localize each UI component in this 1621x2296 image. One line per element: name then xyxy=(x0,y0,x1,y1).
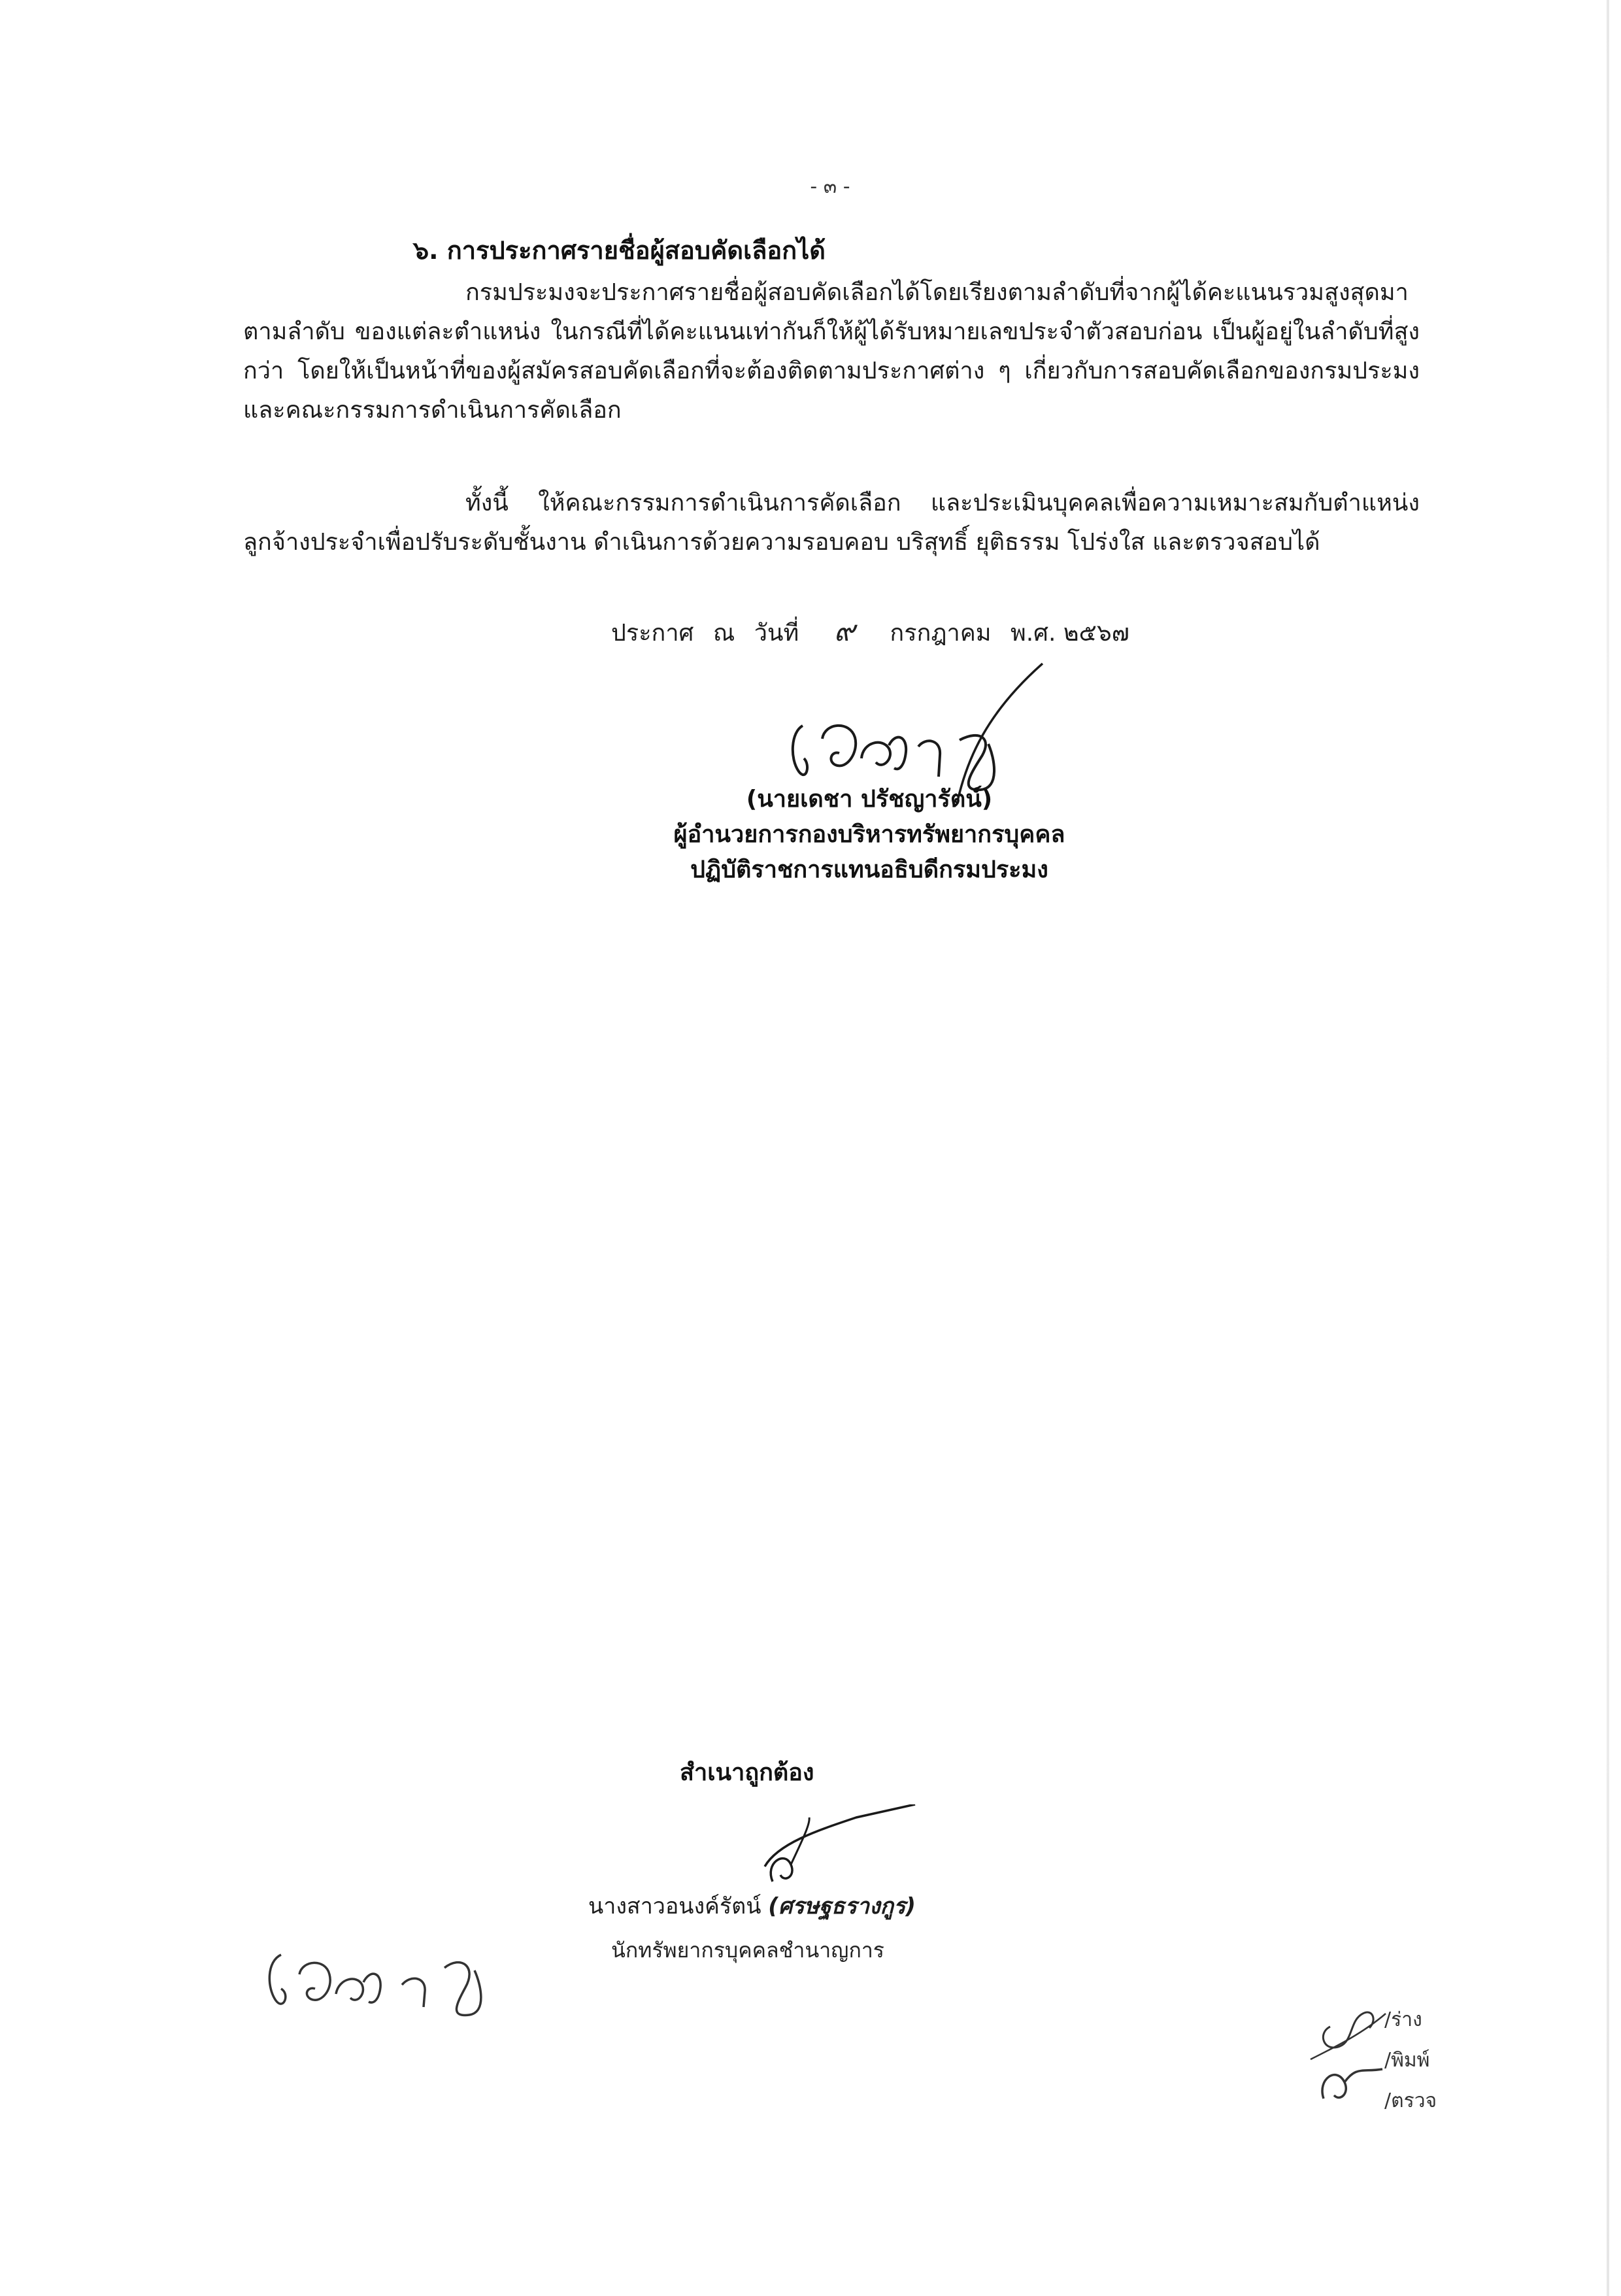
certified-true-copy-label: สำเนาถูกต้อง xyxy=(680,1759,814,1786)
signer-acting-for: ปฏิบัติราชการแทนอธิบดีกรมประมง xyxy=(690,856,1048,883)
announce-year: พ.ศ. ๒๕๖๗ xyxy=(1011,620,1129,647)
signer-position: ผู้อำนวยการกองบริหารทรัพยากรบุคคล xyxy=(673,821,1065,848)
paragraph-committee-instruction xyxy=(243,484,1420,562)
signer-name: (นายเดชา ปรัชญารัตน์) xyxy=(746,786,993,813)
paragraph-1-text: กรมประมงจะประกาศรายชื่อผู้สอบคัดเลือกได้โดยเรียงตามลำดับที่จากผู้ได้คะแนนรวมสูงสุดมาตามลำดับ ของแต่ละตำแหน่ง ในกรณีที่ได้คะแนนเท่ากันก็ให้ผู้ได้รับหมายเลขประจำตัวสอบก่อน เป็นผู้อยู่ในลำดับที่สูงกว่า โดยให้เป็นหน้าที่ของผู้สมัครสอบคัดเลือกที่จะต้องติดตามประกาศต่าง ๆ เกี่ยวกับการสอบคัดเลือกของกรมประมง และคณะกรรมการดำเนินการคัดเลือก xyxy=(243,279,1420,424)
certifier-signature xyxy=(739,1804,922,1889)
paragraph-announcement-ranking xyxy=(243,273,1420,430)
section-heading: ๖. การประกาศรายชื่อผู้สอบคัดเลือกได้ xyxy=(413,236,826,265)
announce-prefix: ประกาศ xyxy=(611,620,694,647)
routing-check: /ตรวจ xyxy=(1384,2089,1437,2112)
announce-day-label: วันที่ xyxy=(754,620,799,647)
certifier-name xyxy=(588,1888,916,1923)
announce-at: ณ xyxy=(712,620,735,647)
paragraph-2-text: ทั้งนี้ ให้คณะกรรมการดำเนินการคัดเลือก และประเมินบุคคลเพื่อความเหมาะสมกับตำแหน่งลูกจ้างประจำเพื่อปรับระดับชั้นงาน ดำเนินการด้วยความรอบคอบ บริสุทธิ์ ยุติธรรม โปร่งใส และตรวจสอบได้ xyxy=(243,490,1420,556)
announcement-date-line xyxy=(611,608,1141,654)
page-number: - ๓ - xyxy=(810,175,850,198)
certifier-title: นักทรัพยากรบุคคลชำนาญการ xyxy=(611,1938,884,1963)
certifier-first-name: นางสาวอนงค์รัตน์ xyxy=(588,1893,761,1919)
announce-day: ๙ xyxy=(833,615,855,648)
certifier-surname: (ศรษฐธรางกูร) xyxy=(768,1893,916,1919)
routing-draft: /ร่าง xyxy=(1384,2008,1422,2031)
routing-type: /พิมพ์ xyxy=(1384,2049,1430,2072)
scan-edge xyxy=(1607,0,1609,2296)
signer-block xyxy=(575,782,1163,888)
announce-month: กรกฎาคม xyxy=(890,620,992,647)
initial-signature xyxy=(261,1929,497,2027)
routing-initials xyxy=(1304,1987,1389,2118)
